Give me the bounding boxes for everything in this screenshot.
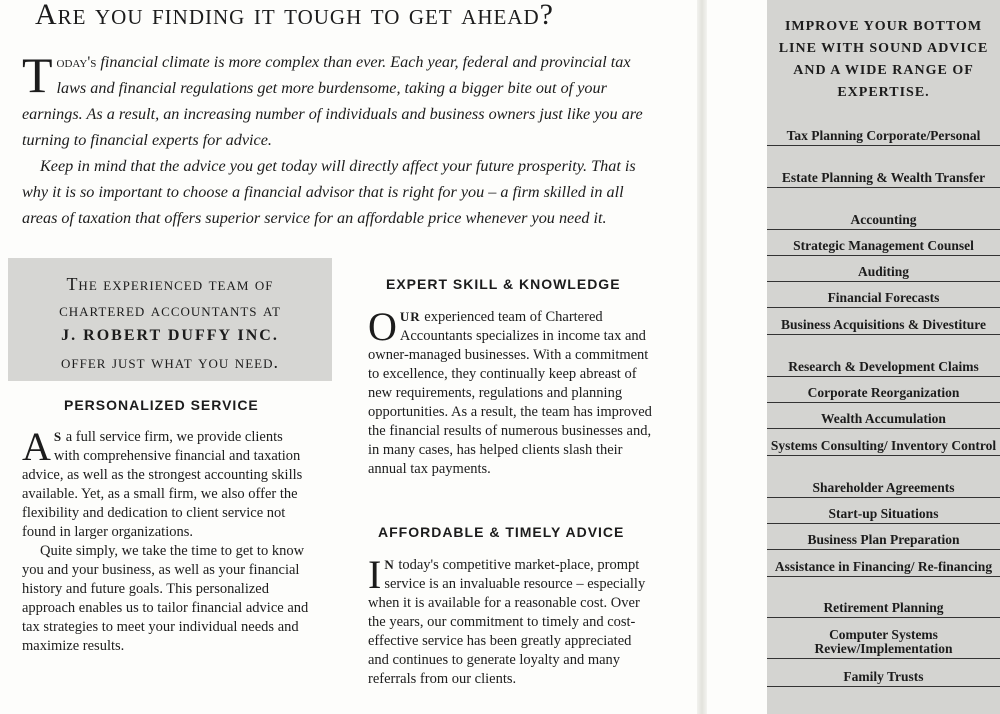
service-item: Financial Forecasts [767,291,1000,308]
service-item: Business Acquisitions & Divestiture [767,318,1000,335]
service-item: Corporate Reorganization [767,386,1000,403]
service-item: Tax Planning Corporate/Personal [767,129,1000,146]
callout-line-2: chartered accountants at [59,300,281,320]
personalized-service-text [22,424,309,656]
expert-lead: UR [399,309,421,324]
service-item: Wealth Accumulation [767,412,1000,429]
service-item: Start-up Situations [767,507,1000,524]
service-item: Family Trusts [767,670,1000,687]
service-item: Computer Systems Review/Implementation [767,628,1000,659]
personalized-service-title: PERSONALIZED SERVICE [64,397,259,413]
team-callout-box [8,258,332,381]
expert-drop-cap: O [368,304,397,349]
services-panel-title: IMPROVE YOUR BOTTOM LINE WITH SOUND ADVICE AND A WIDE RANGE OF EXPERTISE. [778,19,989,100]
intro-text [22,49,662,231]
personalized-paragraph-1: a full service firm, we provide clients with comprehensive financial and taxation advice, as well as the strongest accounting skills available. Yet, as a small firm, we also offer the flexibility and dedication to client service not found in larger organizations. [22,429,303,540]
services-panel [767,0,1000,714]
affordable-advice-text [368,552,653,689]
intro-paragraph-1: financial climate is more complex than ever. Each year, federal and provincial tax laws and financial regulations get more burdensome, taking a bigger bite out of your earnings. As a result, an increasing number of individuals and business owners just like you are turning to financial experts for advice. [22,53,643,149]
service-item: Business Plan Preparation [767,533,1000,550]
affordable-drop-cap: I [368,552,382,597]
service-item: Retirement Planning [767,601,1000,618]
affordable-paragraph: today's competitive market-place, prompt service is an invaluable resource – especially when it is available for a reasonable cost. Over the years, our commitment to timely and cost-effective service has been greatly appreciated and continues to generate loyalty and many referrals from our clients. [368,557,646,687]
callout-line-4: offer just what you need. [61,352,279,372]
intro-drop-cap: T [22,47,53,103]
service-item: Accounting [767,213,1000,230]
service-item: Estate Planning & Wealth Transfer [767,171,1000,188]
service-item: Shareholder Agreements [767,481,1000,498]
brochure-right-page [707,0,1000,714]
callout-line-1: The experienced team of [66,274,274,294]
service-item: Auditing [767,265,1000,282]
affordable-lead: N [384,557,395,572]
headline: Are you finding it tough to get ahead? [35,0,554,31]
expert-skill-title: EXPERT SKILL & KNOWLEDGE [386,276,621,292]
service-item: Assistance in Financing/ Re-financing [767,560,1000,577]
service-item: Research & Development Claims [767,360,1000,377]
firm-name: J. ROBERT DUFFY INC. [61,327,279,344]
page-fold [697,0,707,714]
intro-paragraph-2: Keep in mind that the advice you get today will directly affect your future prosperity. That is why it is so important to choose a financial advisor that is right for you – a firm skilled in all areas of taxation that offers superior service for an affordable price whenever you need it. [22,157,636,227]
service-item: Strategic Management Counsel [767,239,1000,256]
service-item: Systems Consulting/ Inventory Control [767,439,1000,456]
expert-paragraph: experienced team of Chartered Accountants specializes in income tax and owner-managed businesses. With a commitment to excellence, they continually keep abreast of new requirements, regulations and planning opportunities. As a result, the team has improved the financial results of numerous businesses and, in many cases, has helped clients slash their annual tax payments. [368,309,652,477]
affordable-advice-title: AFFORDABLE & TIMELY ADVICE [378,524,625,540]
expert-skill-text [368,304,653,479]
personalized-drop-cap: A [22,424,51,469]
personalized-paragraph-2: Quite simply, we take the time to get to know you and your business, as well as your financial history and future goals. This personalized approach enables us to tailor financial advice and tax strategies to meet your individual needs and maximize results. [22,543,309,654]
intro-lead-caps: oday's [56,53,97,71]
personalized-lead: S [53,429,63,444]
